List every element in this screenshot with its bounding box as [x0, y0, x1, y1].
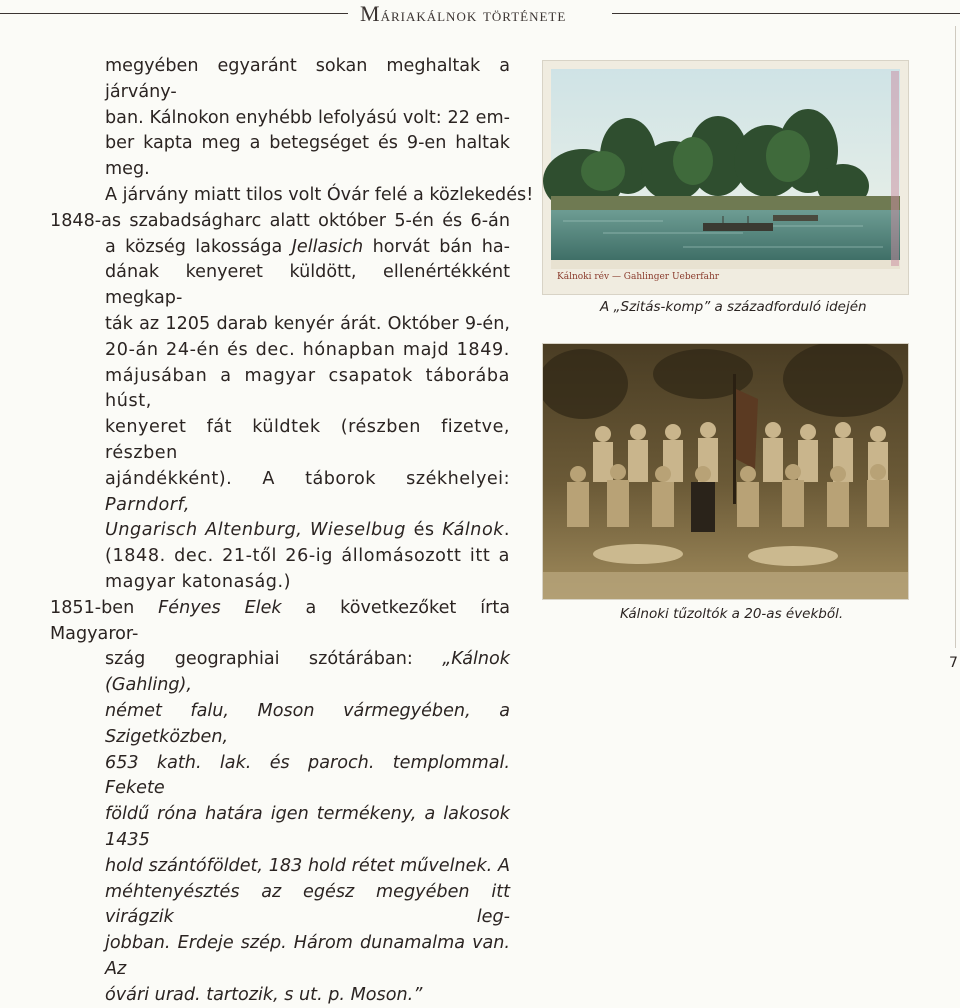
- paragraph-1848: [50, 209, 510, 596]
- text-line: földű róna határa igen termékeny, a lakosok 1435: [105, 804, 510, 850]
- text-line: szág geographiai szótárában: „Kálnok (Gahling),: [105, 649, 510, 696]
- ferry-caption: A „Szitás-komp” a századforduló idején: [600, 299, 867, 315]
- paragraph-cholera: [50, 54, 534, 209]
- header-rule-right: [612, 13, 960, 14]
- right-margin-rule: [955, 26, 956, 648]
- text-line: ber kapta meg a betegséget és 9-en haltak meg.: [105, 133, 510, 180]
- page-number: 7: [949, 655, 958, 671]
- text-line: óvári urad. tartozik, s ut. p. Moson.”: [105, 984, 423, 1005]
- ferry-postcard-image: [543, 61, 908, 294]
- paragraph-fenyes-elek: [50, 596, 510, 1008]
- text-line: magyar katonaság.): [105, 571, 291, 592]
- firemen-caption: Kálnoki tűzoltók a 20-as évekből.: [620, 606, 844, 622]
- text-line: ajándékként). A táborok székhelyei: Parndorf,: [105, 468, 510, 515]
- text-line: jobban. Erdeje szép. Három dunamalma van. Az: [105, 933, 510, 979]
- text-line: kenyeret fát küldtek (részben fizetve, részben: [105, 417, 510, 463]
- running-header: Máriakálnok története: [360, 1, 567, 26]
- text-line: német falu, Moson vármegyében, a Szigetközben,: [105, 700, 510, 747]
- text-line: 1848-as szabadságharc alatt október 5-én és 6-án: [50, 210, 510, 231]
- ferry-postcard-photo: [542, 60, 909, 295]
- text-line: A járvány miatt tilos volt Óvár felé a közlekedés!: [105, 184, 534, 205]
- text-line: méhtenyésztés az egész megyében itt virágzik leg-: [105, 881, 510, 928]
- header-rule-left: [0, 13, 348, 14]
- firemen-group-photo: [542, 343, 909, 600]
- text-line: megyében egyaránt sokan meghaltak a járvány-: [105, 56, 510, 102]
- text-line: dának kenyeret küldött, ellenértékként megkap-: [105, 262, 510, 309]
- text-line: 1851-ben Fényes Elek a következőket írta Magyaror-: [50, 597, 511, 644]
- svg-text:Kálnoki rév — Gahlinger Ueberf: Kálnoki rév — Gahlinger Ueberfahr: [557, 272, 720, 282]
- text-line: ban. Kálnokon enyhébb lefolyású volt: 22 em-: [105, 107, 510, 128]
- text-line: 20-án 24-én és dec. hónapban majd 1849.: [105, 339, 510, 360]
- text-line: hold szántóföldet, 183 hold rétet művelnek. A: [105, 855, 510, 876]
- text-line: 653 kath. lak. és paroch. templommal. Fekete: [105, 752, 510, 799]
- text-line: májusában a magyar csapatok táborába húst,: [105, 365, 510, 412]
- text-line: ták az 1205 darab kenyér árát. Október 9-én,: [105, 313, 510, 334]
- firemen-group-image: [543, 344, 908, 599]
- text-line: Ungarisch Altenburg, Wieselbug és Kálnok.: [105, 520, 510, 541]
- body-text: [50, 54, 534, 1008]
- text-line: a község lakossága Jellasich horvát bán ha-: [105, 236, 510, 257]
- text-line: (1848. dec. 21-től 26-ig állomásozott itt a: [105, 546, 510, 567]
